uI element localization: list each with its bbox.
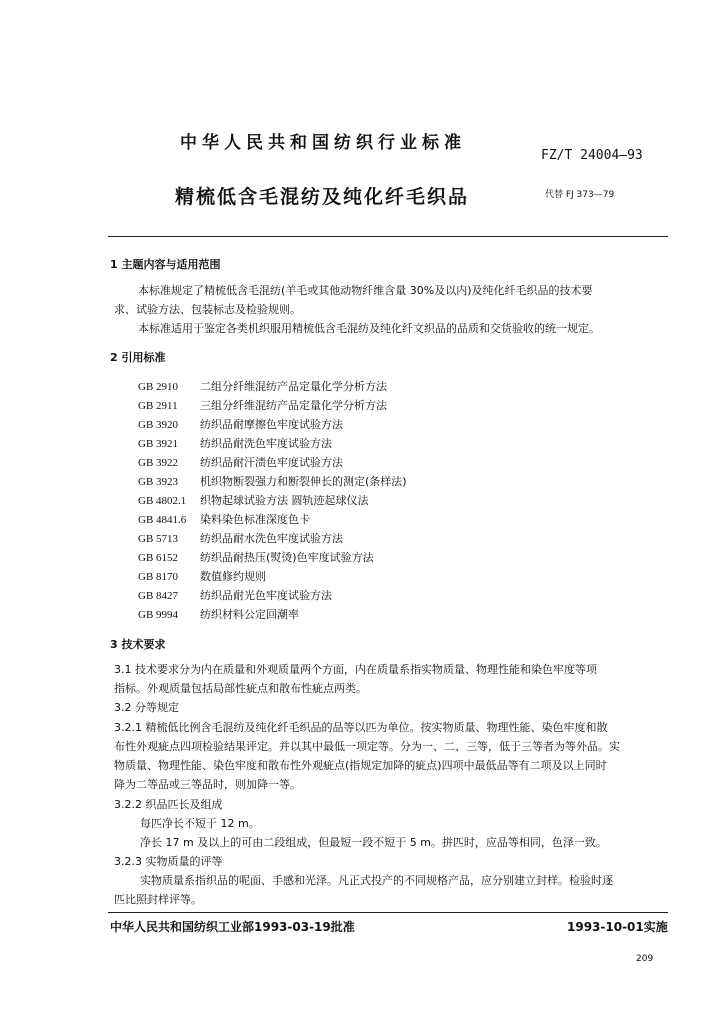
- section-1-para-2: 本标准适用于鉴定各类机织服用精梳低含毛混纺及纯化纤文织品的品质和交货验收的统一规定。: [138, 322, 600, 335]
- reference-code: GB 3922: [138, 457, 179, 469]
- reference-code: GB 4841.6: [138, 514, 187, 526]
- reference-title: 三组分纤维混纺产品定量化学分析方法: [200, 399, 387, 412]
- reference-title: 织物起球试验方法 圆轨迹起球仪法: [200, 494, 369, 507]
- reference-title: 纺织品耐洗色牢度试验方法: [200, 437, 332, 450]
- reference-title: 纺织品耐光色牢度试验方法: [200, 589, 332, 602]
- reference-code: GB 5713: [138, 533, 179, 545]
- reference-item: [138, 454, 343, 470]
- reference-item: [138, 492, 369, 508]
- clause-3-2-2: 3.2.2 织品匹长及组成: [114, 798, 223, 811]
- clause-3-2-1-line-4: 降为二等品或三等品时，则加降一等。: [114, 778, 301, 791]
- reference-title: 纺织材料公定回潮率: [200, 608, 299, 621]
- reference-item: [138, 587, 332, 603]
- reference-title: 染料染色标准深度色卡: [200, 513, 310, 526]
- issuing-agency: 中华人民共和国纺织行业标准: [180, 133, 466, 153]
- standard-number: FZ/T 24004—93: [541, 148, 643, 163]
- reference-item: [138, 568, 266, 584]
- reference-code: GB 8170: [138, 571, 179, 583]
- approval-date: 中华人民共和国纺织工业部1993-03-19批准: [110, 920, 355, 934]
- clause-3-2-1-line-2: 布性外观疵点四项检验结果评定。并以其中最低一项定等。分为一、二、三等，低于三等者为等外品。实: [114, 740, 620, 753]
- footer-rule: [108, 912, 668, 913]
- clause-3-1-line-2: 指标。外观质量包括局部性疵点和散布性疵点两类。: [114, 682, 367, 695]
- document-title: 精梳低含毛混纺及纯化纤毛织品: [175, 186, 470, 208]
- reference-title: 纺织品耐水洗色牢度试验方法: [200, 532, 343, 545]
- reference-code: GB 3921: [138, 438, 179, 450]
- section-1-heading: 1 主题内容与适用范围: [110, 258, 221, 271]
- reference-title: 二组分纤维混纺产品定量化学分析方法: [200, 380, 387, 393]
- clause-3-2-1-line-1: 3.2.1 精梳低比例含毛混纺及纯化纤毛织品的品等以匹为单位。按实物质量、物理性能、染色牢度和散: [114, 721, 608, 734]
- reference-code: GB 2911: [138, 400, 178, 412]
- reference-code: GB 9994: [138, 609, 179, 621]
- reference-item: [138, 378, 387, 394]
- clause-3-2-3-line-1: 实物质量系指织品的呢面、手感和光泽。凡正式投产的不同规格产品，应分别建立封样。检验时逐: [140, 874, 613, 887]
- reference-item: [138, 397, 387, 413]
- clause-3-2: 3.2 分等规定: [114, 701, 179, 714]
- section-3-heading: 3 技术要求: [110, 638, 166, 651]
- reference-code: GB 2910: [138, 381, 179, 393]
- clause-3-2-2-b: 净长 17 m 及以上的可由二段组成，但最短一段不短于 5 m。拼匹时，应品等相同，色泽一致。: [140, 836, 607, 849]
- clause-3-1-line-1: 3.1 技术要求分为内在质量和外观质量两个方面，内在质量系指实物质量、物理性能和染色牢度等项: [114, 663, 597, 676]
- clause-3-2-3: 3.2.3 实物质量的评等: [114, 855, 223, 868]
- reference-item: [138, 416, 343, 432]
- reference-code: GB 6152: [138, 552, 179, 564]
- clause-3-2-3-line-2: 匹比照封样评等。: [114, 893, 202, 906]
- reference-title: 机织物断裂强力和断裂伸长的测定(条样法): [200, 475, 407, 488]
- reference-code: GB 3920: [138, 419, 179, 431]
- page-number: 209: [636, 954, 654, 964]
- reference-code: GB 3923: [138, 476, 179, 488]
- reference-item: [138, 435, 332, 451]
- section-2-heading: 2 引用标准: [110, 351, 166, 364]
- reference-code: GB 8427: [138, 590, 179, 602]
- reference-title: 纺织品耐摩擦色牢度试验方法: [200, 418, 343, 431]
- section-1-para-1-line-2: 求、试验方法、包装标志及检验规则。: [114, 303, 301, 316]
- reference-item: [138, 511, 310, 527]
- reference-title: 纺织品耐热压(熨烫)色牢度试验方法: [200, 551, 374, 564]
- section-1-para-1-line-1: 本标准规定了精梳低含毛混纺(羊毛或其他动物纤维含量 30%及以内)及纯化纤毛织品的技术要: [138, 284, 593, 297]
- reference-title: 数值修约规则: [200, 570, 266, 583]
- implementation-date: 1993-10-01实施: [567, 920, 668, 934]
- header-rule: [108, 236, 668, 237]
- clause-3-2-2-a: 每匹净长不短于 12 m。: [140, 817, 260, 830]
- reference-title: 纺织品耐汗渍色牢度试验方法: [200, 456, 343, 469]
- reference-code: GB 4802.1: [138, 495, 187, 507]
- reference-item: [138, 606, 299, 622]
- replaces-standard: 代替 FJ 373—79: [545, 190, 615, 200]
- reference-item: [138, 530, 343, 546]
- reference-item: [138, 549, 374, 565]
- clause-3-2-1-line-3: 物质量、物理性能、染色牢度和散布性外观疵点(指规定加降的疵点)四项中最低品等有二项及以上同时: [114, 759, 607, 772]
- reference-item: [138, 473, 407, 489]
